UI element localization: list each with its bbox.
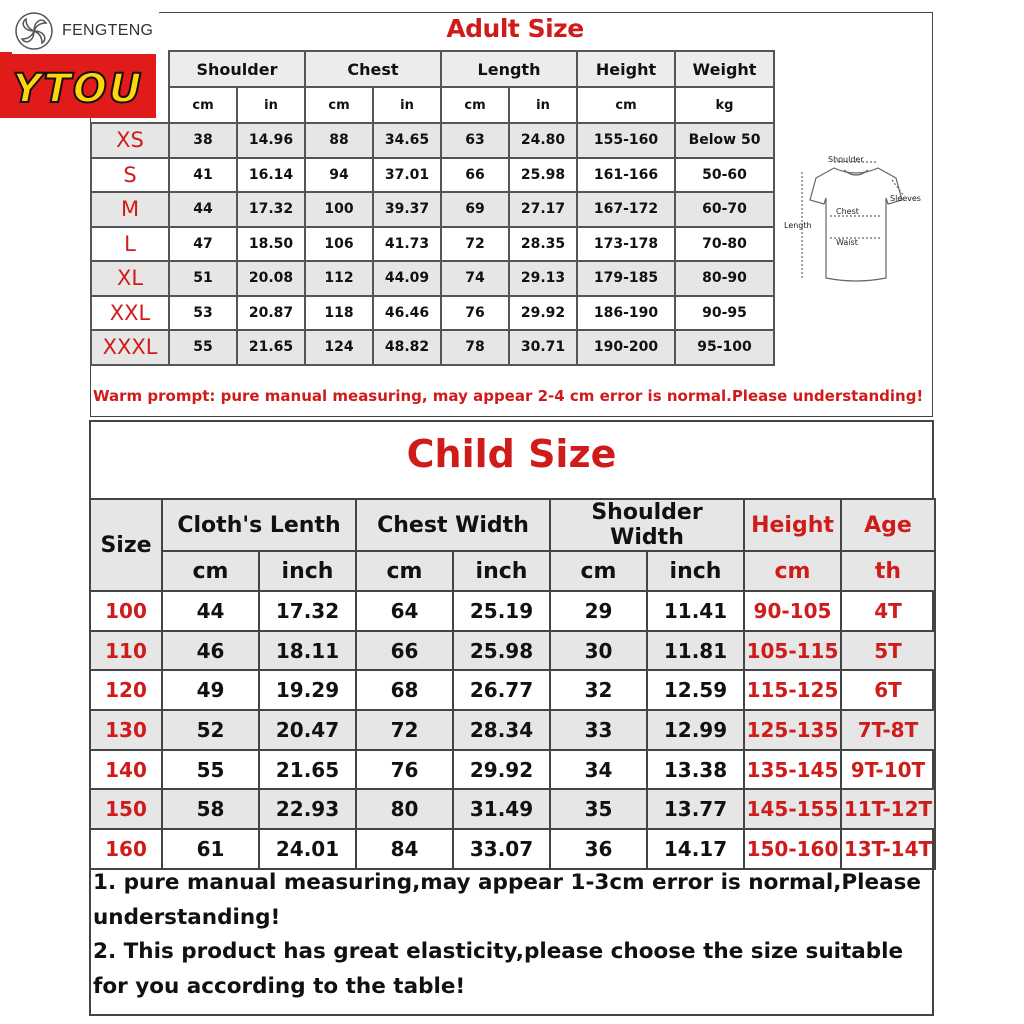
diagram-length-label: Length xyxy=(784,221,812,230)
table-cell: 29 xyxy=(550,591,647,631)
table-cell: 37.01 xyxy=(373,158,441,193)
table-cell: 68 xyxy=(356,670,453,710)
size-label: XXL xyxy=(91,296,169,331)
size-label: 130 xyxy=(90,710,162,750)
table-cell: 55 xyxy=(162,750,259,790)
diagram-sleeves-label: Sleeves xyxy=(890,194,921,203)
child-col-cloth-length: Cloth's Lenth xyxy=(162,499,356,551)
table-cell: 20.08 xyxy=(237,261,305,296)
store-logo xyxy=(0,52,156,118)
table-cell: 155-160 xyxy=(577,123,675,158)
table-cell: 29.92 xyxy=(453,750,550,790)
child-unit: inch xyxy=(647,551,744,591)
table-cell: 173-178 xyxy=(577,227,675,262)
size-label: M xyxy=(91,192,169,227)
brand-watermark xyxy=(12,8,159,54)
adult-col-chest: Chest xyxy=(305,51,441,87)
size-label: 110 xyxy=(90,631,162,671)
table-cell: 167-172 xyxy=(577,192,675,227)
table-row xyxy=(90,789,935,829)
table-cell: 112 xyxy=(305,261,373,296)
table-row xyxy=(90,710,935,750)
table-cell: 44 xyxy=(162,591,259,631)
table-cell: 186-190 xyxy=(577,296,675,331)
child-unit: cm xyxy=(744,551,841,591)
table-cell: 150-160 xyxy=(744,829,841,869)
size-label: 120 xyxy=(90,670,162,710)
table-row xyxy=(90,829,935,869)
table-cell: 80-90 xyxy=(675,261,774,296)
table-cell: 6T xyxy=(841,670,935,710)
table-cell: 55 xyxy=(169,330,237,365)
table-cell: 69 xyxy=(441,192,509,227)
table-cell: 47 xyxy=(169,227,237,262)
adult-unit: in xyxy=(373,87,441,123)
table-cell: 11.81 xyxy=(647,631,744,671)
child-note-1: 1. pure manual measuring,may appear 1-3cm error is normal,Please understanding! xyxy=(93,870,922,930)
table-cell: 31.49 xyxy=(453,789,550,829)
adult-col-weight: Weight xyxy=(675,51,774,87)
table-cell: 24.01 xyxy=(259,829,356,869)
table-cell: 88 xyxy=(305,123,373,158)
table-row xyxy=(91,158,774,193)
adult-warm-prompt: Warm prompt: pure manual measuring, may appear 2-4 cm error is normal.Please understanding! xyxy=(93,387,924,405)
table-cell: 29.13 xyxy=(509,261,577,296)
adult-col-length: Length xyxy=(441,51,577,87)
size-label: 160 xyxy=(90,829,162,869)
table-cell: 72 xyxy=(356,710,453,750)
table-row xyxy=(90,670,935,710)
table-cell: 41.73 xyxy=(373,227,441,262)
table-cell: 124 xyxy=(305,330,373,365)
adult-unit: cm xyxy=(305,87,373,123)
table-cell: 63 xyxy=(441,123,509,158)
child-unit: cm xyxy=(356,551,453,591)
logo-text: YTOU xyxy=(12,66,144,112)
adult-unit: cm xyxy=(441,87,509,123)
table-cell: 52 xyxy=(162,710,259,750)
adult-col-shoulder: Shoulder xyxy=(169,51,305,87)
table-cell: 5T xyxy=(841,631,935,671)
adult-size-table xyxy=(90,50,775,366)
table-cell: 76 xyxy=(441,296,509,331)
size-label: XS xyxy=(91,123,169,158)
table-cell: 36 xyxy=(550,829,647,869)
table-cell: 66 xyxy=(441,158,509,193)
adult-unit: in xyxy=(237,87,305,123)
table-cell: 13.77 xyxy=(647,789,744,829)
table-cell: Below 50 xyxy=(675,123,774,158)
table-cell: 106 xyxy=(305,227,373,262)
size-label: L xyxy=(91,227,169,262)
table-cell: 18.11 xyxy=(259,631,356,671)
adult-unit: in xyxy=(509,87,577,123)
adult-unit: kg xyxy=(675,87,774,123)
brand-name: FENGTENG xyxy=(62,22,154,39)
table-cell: 46.46 xyxy=(373,296,441,331)
child-size-title: Child Size xyxy=(406,432,617,476)
table-cell: 46 xyxy=(162,631,259,671)
table-cell: 90-105 xyxy=(744,591,841,631)
table-row xyxy=(90,631,935,671)
table-cell: 161-166 xyxy=(577,158,675,193)
table-row xyxy=(91,261,774,296)
size-label: 150 xyxy=(90,789,162,829)
table-cell: 12.99 xyxy=(647,710,744,750)
table-cell: 100 xyxy=(305,192,373,227)
child-unit: cm xyxy=(162,551,259,591)
table-cell: 9T-10T xyxy=(841,750,935,790)
table-cell: 115-125 xyxy=(744,670,841,710)
child-unit-row xyxy=(90,551,935,591)
tshirt-measure-diagram xyxy=(778,50,934,375)
table-cell: 27.17 xyxy=(509,192,577,227)
child-col-size: Size xyxy=(90,499,162,591)
table-cell: 51 xyxy=(169,261,237,296)
table-cell: 38 xyxy=(169,123,237,158)
table-row xyxy=(90,591,935,631)
adult-unit-row xyxy=(91,87,774,123)
table-cell: 17.32 xyxy=(237,192,305,227)
adult-unit: cm xyxy=(577,87,675,123)
table-cell: 18.50 xyxy=(237,227,305,262)
table-cell: 13T-14T xyxy=(841,829,935,869)
table-cell: 33 xyxy=(550,710,647,750)
table-cell: 26.77 xyxy=(453,670,550,710)
child-col-height: Height xyxy=(744,499,841,551)
table-cell: 105-115 xyxy=(744,631,841,671)
table-cell: 22.93 xyxy=(259,789,356,829)
child-unit: th xyxy=(841,551,935,591)
adult-col-height: Height xyxy=(577,51,675,87)
table-cell: 74 xyxy=(441,261,509,296)
adult-unit: cm xyxy=(169,87,237,123)
table-row xyxy=(91,192,774,227)
table-cell: 25.98 xyxy=(453,631,550,671)
child-notes xyxy=(93,866,929,1004)
table-cell: 190-200 xyxy=(577,330,675,365)
table-cell: 28.34 xyxy=(453,710,550,750)
child-note-2: 2. This product has great elasticity,please choose the size suitable for you according to the table! xyxy=(93,939,904,999)
table-cell: 145-155 xyxy=(744,789,841,829)
table-cell: 32 xyxy=(550,670,647,710)
table-cell: 118 xyxy=(305,296,373,331)
child-col-chest-width: Chest Width xyxy=(356,499,550,551)
table-cell: 90-95 xyxy=(675,296,774,331)
table-cell: 24.80 xyxy=(509,123,577,158)
table-cell: 72 xyxy=(441,227,509,262)
table-cell: 135-145 xyxy=(744,750,841,790)
table-cell: 28.35 xyxy=(509,227,577,262)
table-cell: 179-185 xyxy=(577,261,675,296)
child-col-shoulder-width: Shoulder Width xyxy=(550,499,744,551)
table-cell: 94 xyxy=(305,158,373,193)
table-cell: 84 xyxy=(356,829,453,869)
table-cell: 35 xyxy=(550,789,647,829)
table-cell: 14.96 xyxy=(237,123,305,158)
table-cell: 95-100 xyxy=(675,330,774,365)
diagram-chest-label: Chest xyxy=(836,207,859,216)
child-size-table xyxy=(89,498,936,870)
table-cell: 125-135 xyxy=(744,710,841,750)
table-cell: 78 xyxy=(441,330,509,365)
table-cell: 19.29 xyxy=(259,670,356,710)
table-cell: 50-60 xyxy=(675,158,774,193)
table-cell: 25.98 xyxy=(509,158,577,193)
table-row xyxy=(90,750,935,790)
table-cell: 49 xyxy=(162,670,259,710)
pinwheel-logo-icon xyxy=(12,9,56,53)
child-header-row xyxy=(90,499,935,551)
table-cell: 7T-8T xyxy=(841,710,935,750)
size-label: XL xyxy=(91,261,169,296)
table-cell: 13.38 xyxy=(647,750,744,790)
table-cell: 48.82 xyxy=(373,330,441,365)
table-cell: 29.92 xyxy=(509,296,577,331)
table-cell: 58 xyxy=(162,789,259,829)
table-cell: 66 xyxy=(356,631,453,671)
adult-header-row xyxy=(91,51,774,87)
table-row xyxy=(91,227,774,262)
table-cell: 20.87 xyxy=(237,296,305,331)
table-cell: 41 xyxy=(169,158,237,193)
adult-size-title: Adult Size xyxy=(446,14,584,43)
table-cell: 11T-12T xyxy=(841,789,935,829)
table-cell: 60-70 xyxy=(675,192,774,227)
table-cell: 39.37 xyxy=(373,192,441,227)
table-cell: 25.19 xyxy=(453,591,550,631)
table-cell: 20.47 xyxy=(259,710,356,750)
table-row xyxy=(91,123,774,158)
diagram-shoulder-label: Shoulder xyxy=(828,155,864,164)
table-cell: 16.14 xyxy=(237,158,305,193)
table-cell: 21.65 xyxy=(259,750,356,790)
table-cell: 44.09 xyxy=(373,261,441,296)
table-cell: 17.32 xyxy=(259,591,356,631)
table-cell: 30.71 xyxy=(509,330,577,365)
table-cell: 33.07 xyxy=(453,829,550,869)
size-label: XXXL xyxy=(91,330,169,365)
table-cell: 11.41 xyxy=(647,591,744,631)
table-cell: 12.59 xyxy=(647,670,744,710)
child-unit: inch xyxy=(453,551,550,591)
size-label: S xyxy=(91,158,169,193)
table-cell: 30 xyxy=(550,631,647,671)
size-label: 100 xyxy=(90,591,162,631)
table-cell: 44 xyxy=(169,192,237,227)
table-cell: 80 xyxy=(356,789,453,829)
table-row xyxy=(91,296,774,331)
table-cell: 21.65 xyxy=(237,330,305,365)
table-cell: 53 xyxy=(169,296,237,331)
diagram-waist-label: Waist xyxy=(836,238,858,247)
size-label: 140 xyxy=(90,750,162,790)
child-col-age: Age xyxy=(841,499,935,551)
child-unit: cm xyxy=(550,551,647,591)
table-cell: 14.17 xyxy=(647,829,744,869)
table-cell: 70-80 xyxy=(675,227,774,262)
table-cell: 64 xyxy=(356,591,453,631)
table-cell: 34 xyxy=(550,750,647,790)
child-unit: inch xyxy=(259,551,356,591)
table-row xyxy=(91,330,774,365)
table-cell: 61 xyxy=(162,829,259,869)
table-cell: 4T xyxy=(841,591,935,631)
table-cell: 34.65 xyxy=(373,123,441,158)
table-cell: 76 xyxy=(356,750,453,790)
